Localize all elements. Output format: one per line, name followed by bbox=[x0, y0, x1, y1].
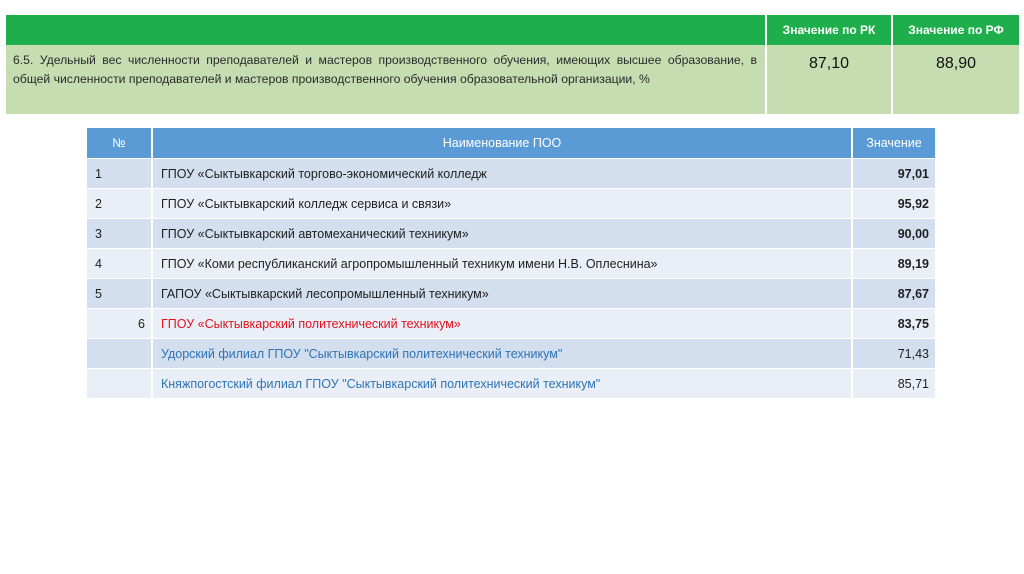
table-row bbox=[87, 219, 935, 249]
row-name: ГПОУ «Сыктывкарский торгово-экономический колледж bbox=[152, 159, 852, 189]
header-value-rf: Значение по РФ bbox=[892, 15, 1019, 45]
row-value: 90,00 bbox=[852, 219, 935, 249]
row-num bbox=[87, 339, 152, 369]
indicator-body-row bbox=[6, 45, 1019, 114]
row-num: 2 bbox=[87, 189, 152, 219]
value-rk: 87,10 bbox=[766, 45, 892, 114]
row-value: 71,43 bbox=[852, 339, 935, 369]
value-rf: 88,90 bbox=[892, 45, 1019, 114]
row-value: 97,01 bbox=[852, 159, 935, 189]
header-num: № bbox=[87, 128, 152, 159]
table-row bbox=[87, 189, 935, 219]
table-row bbox=[87, 249, 935, 279]
row-name: ГПОУ «Сыктывкарский политехнический техникум» bbox=[152, 309, 852, 339]
row-name: ГПОУ «Сыктывкарский автомеханический техникум» bbox=[152, 219, 852, 249]
row-num: 3 bbox=[87, 219, 152, 249]
indicator-text: 6.5. Удельный вес численности преподавателей и мастеров производственного обучения, имеющих высшее образование, в общей численности преподавателей и мастеров производственного обучения образовательной организации, % bbox=[13, 53, 757, 86]
header-value: Значение bbox=[852, 128, 935, 159]
indicator-text-cell bbox=[6, 45, 766, 114]
row-value: 95,92 bbox=[852, 189, 935, 219]
row-value: 85,71 bbox=[852, 369, 935, 399]
header-value-rk: Значение по РК bbox=[766, 15, 892, 45]
row-name: ГПОУ «Сыктывкарский колледж сервиса и связи» bbox=[152, 189, 852, 219]
table-row-highlighted bbox=[87, 309, 935, 339]
ranking-table bbox=[87, 128, 935, 398]
table-row-branch bbox=[87, 339, 935, 369]
row-name: ГПОУ «Коми республиканский агропромышленный техникум имени Н.В. Оплеснина» bbox=[152, 249, 852, 279]
row-num: 4 bbox=[87, 249, 152, 279]
row-name: Удорский филиал ГПОУ "Сыктывкарский политехнический техникум" bbox=[152, 339, 852, 369]
header-name: Наименование ПОО bbox=[152, 128, 852, 159]
row-num bbox=[87, 369, 152, 399]
row-num: 1 bbox=[87, 159, 152, 189]
table-row bbox=[87, 159, 935, 189]
table-row bbox=[87, 279, 935, 309]
ranking-header-row bbox=[87, 128, 935, 159]
indicator-table bbox=[6, 15, 1019, 114]
row-num: 5 bbox=[87, 279, 152, 309]
row-value: 89,19 bbox=[852, 249, 935, 279]
table-row-branch bbox=[87, 369, 935, 399]
row-value: 87,67 bbox=[852, 279, 935, 309]
row-value: 83,75 bbox=[852, 309, 935, 339]
row-name: Княжпогостский филиал ГПОУ "Сыктывкарский политехнический техникум" bbox=[152, 369, 852, 399]
indicator-header-blank bbox=[6, 15, 766, 45]
row-name: ГАПОУ «Сыктывкарский лесопромышленный техникум» bbox=[152, 279, 852, 309]
indicator-header-row bbox=[6, 15, 1019, 45]
row-num: 6 bbox=[87, 309, 152, 339]
